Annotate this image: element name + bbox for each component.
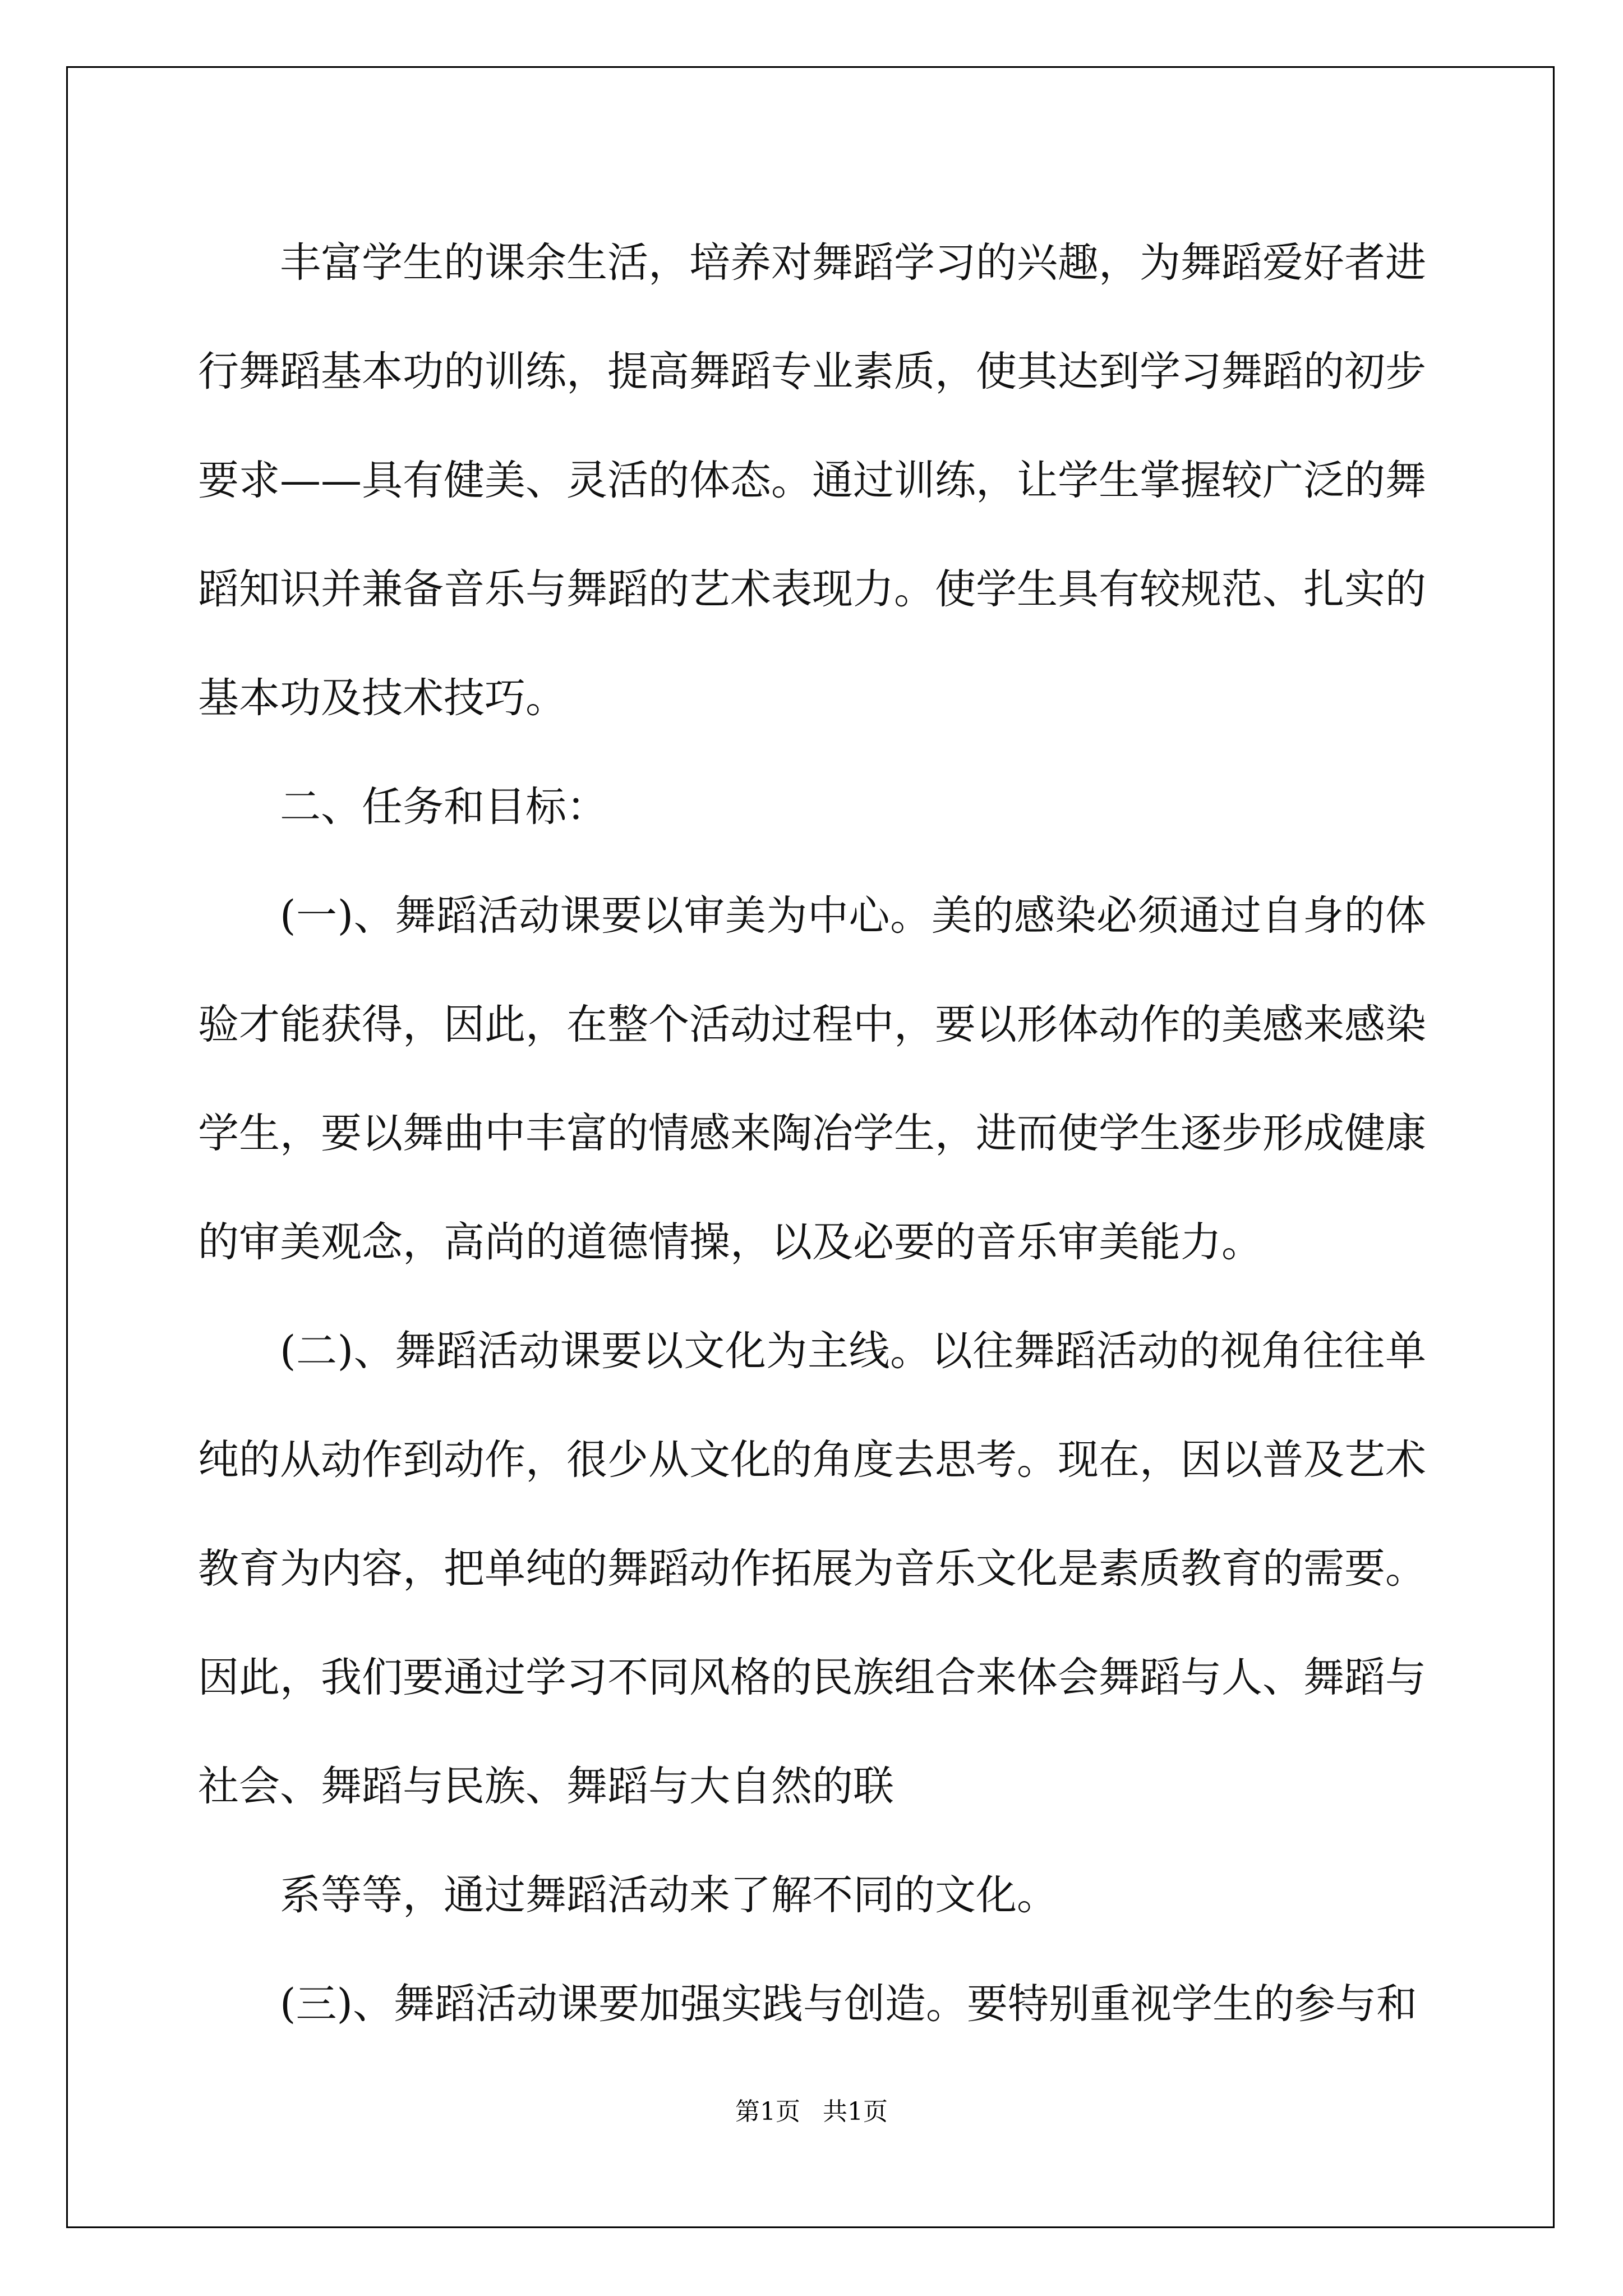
paragraph-intro: 丰富学生的课余生活，培养对舞蹈学习的兴趣，为舞蹈爱好者进行舞蹈基本功的训练，提高舞蹈专业素质，使其达到学习舞蹈的初步要求——具有健美、灵活的体态。通过训练，让学生掌握较广泛的舞蹈知识并兼备音乐与舞蹈的艺术表现力。使学生具有较规范、扎实的基本功及技术技巧。 bbox=[198, 239, 1426, 722]
paragraph-culture: (二)、舞蹈活动课要以文化为主线。以往舞蹈活动的视角往往单纯的从动作到动作，很少从文化的角度去思考。现在，因以普及艺术教育为内容，把单纯的舞蹈动作拓展为音乐文化是素质教育的需要。因此，我们要通过学习不同风格的民族组合来体会舞蹈与人、舞蹈与社会、舞蹈与民族、舞蹈与大自然的联 bbox=[198, 1327, 1426, 1810]
paragraph-aesthetics: (一)、舞蹈活动课要以审美为中心。美的感染必须通过自身的体验才能获得，因此，在整个活动过程中，要以形体动作的美感来感染学生，要以舞曲中丰富的情感来陶冶学生，进而使学生逐步形成健康的审美观念，高尚的道德情操，以及必要的音乐审美能力。 bbox=[198, 892, 1426, 1266]
section-heading-tasks-goals: 二、任务和目标： bbox=[280, 783, 607, 831]
paragraph-culture-continued: 系等等，通过舞蹈活动来了解不同的文化。 bbox=[280, 1871, 1058, 1919]
paragraph-practice: (三)、舞蹈活动课要加强实践与创造。要特别重视学生的参与和 bbox=[280, 1980, 1417, 2028]
page-number-current: 第1页 bbox=[735, 2097, 800, 2126]
page-footer bbox=[0, 2091, 1623, 2127]
page-number-total: 共1页 bbox=[823, 2097, 888, 2126]
document-body bbox=[198, 209, 1426, 2059]
